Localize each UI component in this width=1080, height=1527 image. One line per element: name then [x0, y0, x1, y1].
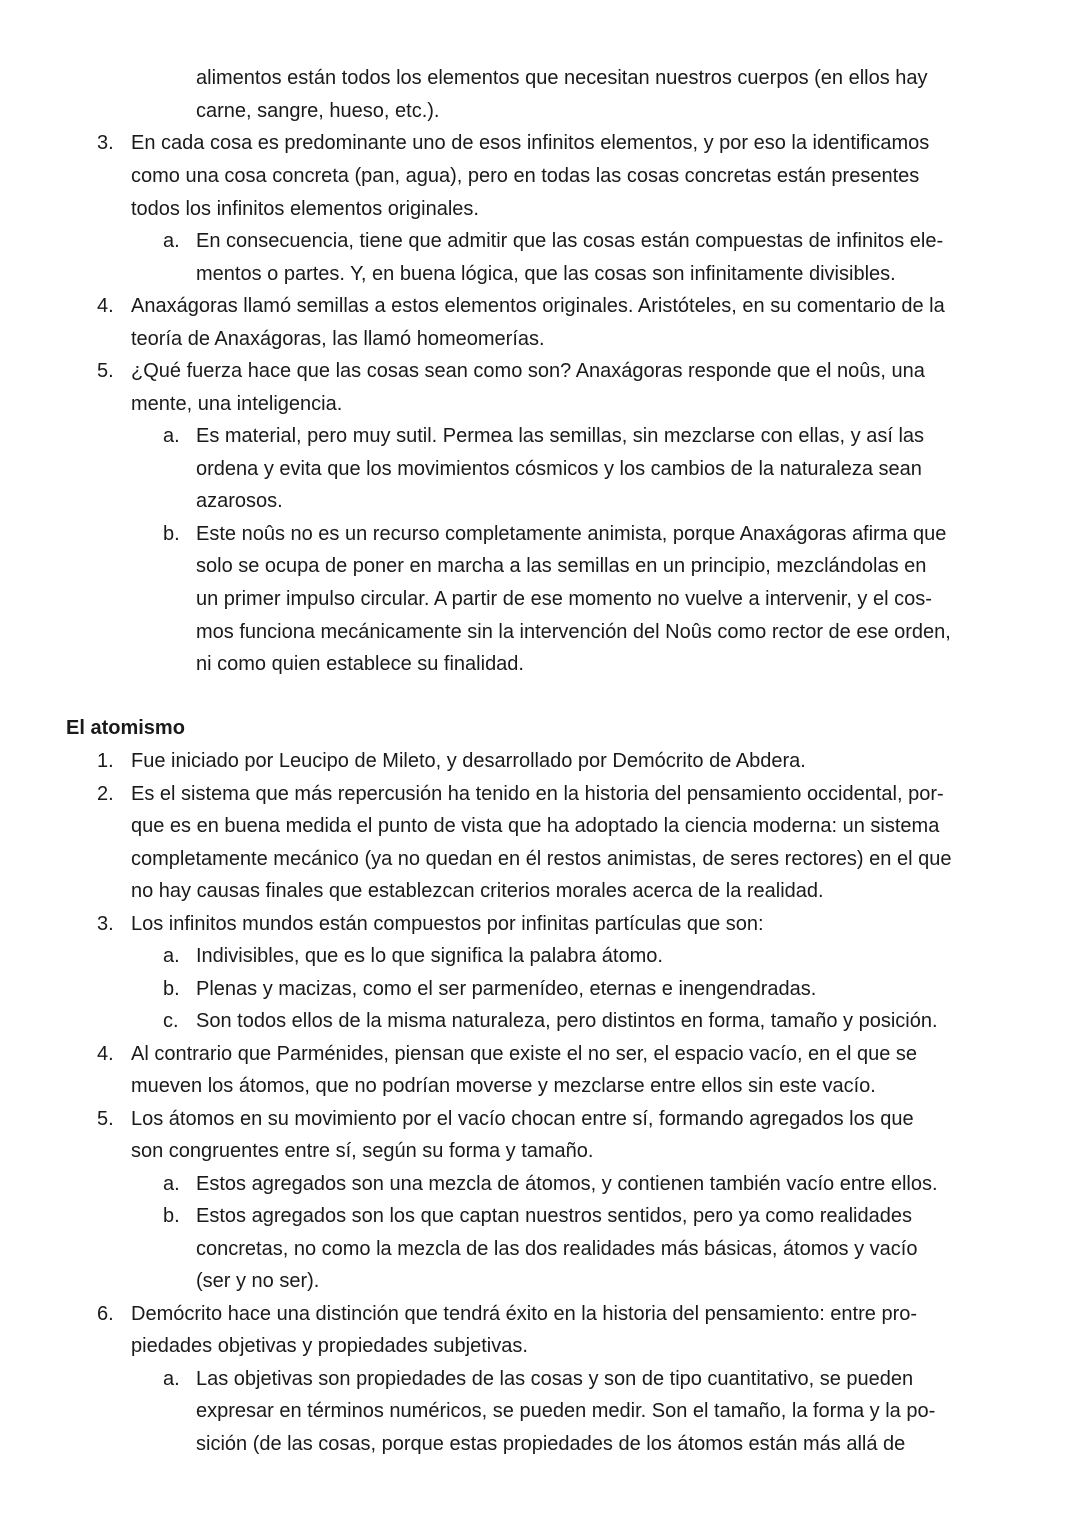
sub-item-line: un primer impulso circular. A partir de ese momento no vuelve a intervenir, y el cos-: [196, 588, 932, 610]
list-item-number: 4.: [97, 295, 114, 317]
sub-item-line: ordena y evita que los movimientos cósmicos y los cambios de la naturaleza sean: [196, 458, 922, 480]
list-item-number: 3.: [97, 913, 114, 935]
list-item-line: Fue iniciado por Leucipo de Mileto, y desarrollado por Demócrito de Abdera.: [131, 750, 806, 772]
list-item-number: 3.: [97, 132, 114, 154]
sub-item-line: ni como quien establece su finalidad.: [196, 653, 524, 675]
text-line: carne, sangre, hueso, etc.).: [196, 100, 440, 122]
list-item-line: En cada cosa es predominante uno de esos infinitos elementos, y por eso la identificamos: [131, 132, 930, 154]
list-item-line: que es en buena medida el punto de vista que ha adoptado la ciencia moderna: un sistema: [131, 815, 940, 837]
list-item-line: completamente mecánico (ya no quedan en él restos animistas, de seres rectores) en el que: [131, 848, 952, 870]
sub-item-line: expresar en términos numéricos, se pueden medir. Son el tamaño, la forma y la po-: [196, 1400, 936, 1422]
list-item-line: teoría de Anaxágoras, las llamó homeomerías.: [131, 328, 545, 350]
list-item-line: piedades objetivas y propiedades subjetivas.: [131, 1335, 528, 1357]
sub-item-line: mentos o partes. Y, en buena lógica, que las cosas son infinitamente divisibles.: [196, 263, 896, 285]
list-item-number: 5.: [97, 360, 114, 382]
sub-item-line: Es material, pero muy sutil. Permea las semillas, sin mezclarse con ellas, y así las: [196, 425, 925, 447]
list-item-line: como una cosa concreta (pan, agua), pero en todas las cosas concretas están presentes: [131, 165, 920, 187]
list-item-line: mueven los átomos, que no podrían moverse y mezclarse entre ellos sin este vacío.: [131, 1075, 876, 1097]
sub-item-letter: a.: [163, 230, 180, 252]
sub-item-line: Las objetivas son propiedades de las cosas y son de tipo cuantitativo, se pueden: [196, 1368, 914, 1390]
list-item-number: 1.: [97, 750, 114, 772]
sub-item-letter: a.: [163, 425, 180, 447]
list-item-line: ¿Qué fuerza hace que las cosas sean como son? Anaxágoras responde que el noûs, una: [131, 360, 925, 382]
list-item-line: no hay causas finales que establezcan criterios morales acerca de la realidad.: [131, 880, 824, 902]
sub-item-line: solo se ocupa de poner en marcha a las semillas en un principio, mezclándolas en: [196, 555, 927, 577]
sub-item-letter: b.: [163, 978, 180, 1000]
sub-item-letter: b.: [163, 523, 180, 545]
list-item-number: 6.: [97, 1303, 114, 1325]
sub-item-line: Plenas y macizas, como el ser parmenídeo, eternas e inengendradas.: [196, 978, 817, 1000]
sub-item-letter: c.: [163, 1010, 179, 1032]
sub-item-line: Estos agregados son los que captan nuestros sentidos, pero ya como realidades: [196, 1205, 912, 1227]
sub-item-line: Estos agregados son una mezcla de átomos, y contienen también vacío entre ellos.: [196, 1173, 938, 1195]
sub-item-line: mos funciona mecánicamente sin la intervención del Noûs como rector de ese orden,: [196, 621, 951, 643]
sub-item-line: Son todos ellos de la misma naturaleza, pero distintos en forma, tamaño y posición.: [196, 1010, 938, 1032]
list-item-line: Es el sistema que más repercusión ha tenido en la historia del pensamiento occidental, por-: [131, 783, 944, 805]
sub-item-line: Indivisibles, que es lo que significa la palabra átomo.: [196, 945, 663, 967]
sub-item-letter: a.: [163, 1173, 180, 1195]
list-item-number: 5.: [97, 1108, 114, 1130]
list-item-line: mente, una inteligencia.: [131, 393, 343, 415]
list-item-line: Demócrito hace una distinción que tendrá éxito en la historia del pensamiento: entre pro-: [131, 1303, 918, 1325]
sub-item-letter: a.: [163, 1368, 180, 1390]
list-item-number: 2.: [97, 783, 114, 805]
sub-item-line: azarosos.: [196, 490, 283, 512]
list-item-line: Los infinitos mundos están compuestos por infinitas partículas que son:: [131, 913, 764, 935]
sub-item-line: (ser y no ser).: [196, 1270, 320, 1292]
sub-item-line: En consecuencia, tiene que admitir que las cosas están compuestas de infinitos ele-: [196, 230, 944, 252]
sub-item-line: sición (de las cosas, porque estas propiedades de los átomos están más allá de: [196, 1433, 906, 1455]
list-item-line: Los átomos en su movimiento por el vacío chocan entre sí, formando agregados los que: [131, 1108, 914, 1130]
list-item-line: son congruentes entre sí, según su forma y tamaño.: [131, 1140, 594, 1162]
sub-item-line: Este noûs no es un recurso completamente animista, porque Anaxágoras afirma que: [196, 523, 947, 545]
list-item-line: Anaxágoras llamó semillas a estos elementos originales. Aristóteles, en su comentario de la: [131, 295, 945, 317]
text-line: alimentos están todos los elementos que necesitan nuestros cuerpos (en ellos hay: [196, 67, 928, 89]
sub-item-line: concretas, no como la mezcla de las dos realidades más básicas, átomos y vacío: [196, 1238, 918, 1260]
sub-item-letter: b.: [163, 1205, 180, 1227]
sub-item-letter: a.: [163, 945, 180, 967]
list-item-line: Al contrario que Parménides, piensan que existe el no ser, el espacio vacío, en el que se: [131, 1043, 918, 1065]
section-heading: El atomismo: [66, 717, 185, 739]
list-item-number: 4.: [97, 1043, 114, 1065]
list-item-line: todos los infinitos elementos originales.: [131, 198, 479, 220]
